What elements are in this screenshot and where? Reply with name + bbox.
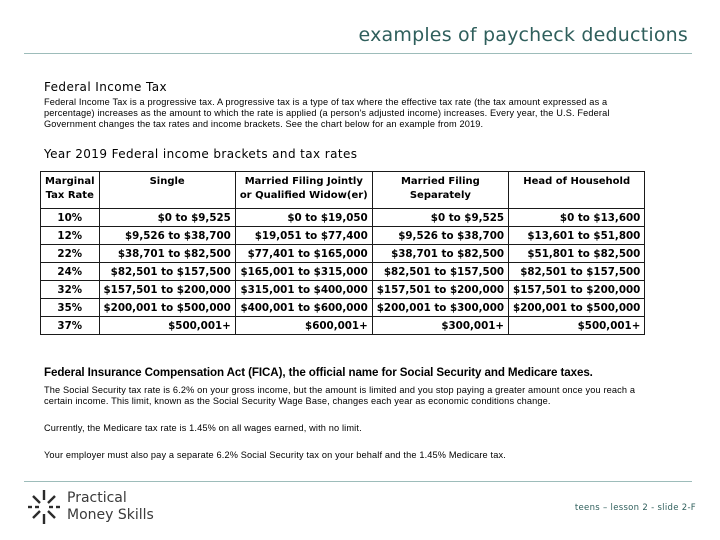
header-marginal-rate: Marginal Tax Rate [41, 172, 100, 209]
cell-married-separately: $0 to $9,525 [372, 209, 508, 227]
cell-married-separately: $82,501 to $157,500 [372, 263, 508, 281]
cell-single: $200,001 to $500,000 [99, 299, 235, 317]
table-header-row [41, 172, 645, 209]
cell-head-of-household: $157,501 to $200,000 [509, 281, 645, 299]
table-row [41, 245, 645, 263]
cell-rate: 35% [41, 299, 100, 317]
cell-head-of-household: $13,601 to $51,800 [509, 227, 645, 245]
header-married-jointly: Married Filing Jointly or Qualified Widow(er) [235, 172, 372, 209]
cell-single: $0 to $9,525 [99, 209, 235, 227]
table-row [41, 299, 645, 317]
cell-married-separately: $157,501 to $200,000 [372, 281, 508, 299]
header-married-separately: Married Filing Separately [372, 172, 508, 209]
table-row [41, 263, 645, 281]
tax-brackets-table [40, 171, 645, 335]
cell-married-separately: $200,001 to $300,000 [372, 299, 508, 317]
cell-head-of-household: $0 to $13,600 [509, 209, 645, 227]
footer-divider [24, 481, 692, 482]
income-tax-heading: Federal Income Tax [44, 80, 168, 94]
cell-rate: 10% [41, 209, 100, 227]
cell-single: $38,701 to $82,500 [99, 245, 235, 263]
cell-married-jointly: $0 to $19,050 [235, 209, 372, 227]
cell-head-of-household: $51,801 to $82,500 [509, 245, 645, 263]
cell-married-jointly: $315,001 to $400,000 [235, 281, 372, 299]
cell-married-jointly: $600,001+ [235, 317, 372, 335]
cell-married-separately: $9,526 to $38,700 [372, 227, 508, 245]
cell-single: $9,526 to $38,700 [99, 227, 235, 245]
cell-head-of-household: $82,501 to $157,500 [509, 263, 645, 281]
cell-married-jointly: $400,001 to $600,000 [235, 299, 372, 317]
income-tax-body: Federal Income Tax is a progressive tax. A progressive tax is a type of tax where the effective tax rate (the tax amount expressed as a percentage) increases as the amount to which the rate is applied (a person's adjusted income) increases. Every year, the U.S. Federal Government changes the tax rates and income brackets. See the chart below for an example from 2019. [44, 97, 610, 129]
brand-line-1: Practical [67, 490, 127, 506]
slide-label: teens – lesson 2 - slide 2-F [574, 503, 696, 513]
starburst-logo-icon [26, 488, 62, 526]
cell-single: $82,501 to $157,500 [99, 263, 235, 281]
table-row [41, 227, 645, 245]
brand-line-2: Money Skills [67, 507, 154, 523]
slide-title: examples of paycheck deductions [358, 24, 688, 46]
table-row [41, 281, 645, 299]
table-row [41, 317, 645, 335]
cell-married-jointly: $19,051 to $77,400 [235, 227, 372, 245]
cell-single: $157,501 to $200,000 [99, 281, 235, 299]
fica-para-employer: Your employer must also pay a separate 6.2% Social Security tax on your behalf and the 1.45% Medicare tax. [44, 450, 506, 460]
cell-rate: 37% [41, 317, 100, 335]
table-row [41, 209, 645, 227]
cell-rate: 22% [41, 245, 100, 263]
cell-married-separately: $38,701 to $82,500 [372, 245, 508, 263]
header-head-of-household: Head of Household [509, 172, 645, 209]
header-single: Single [99, 172, 235, 209]
cell-head-of-household: $200,001 to $500,000 [509, 299, 645, 317]
cell-head-of-household: $500,001+ [509, 317, 645, 335]
cell-rate: 12% [41, 227, 100, 245]
cell-rate: 24% [41, 263, 100, 281]
header-divider [24, 53, 692, 54]
cell-married-separately: $300,001+ [372, 317, 508, 335]
fica-heading: Federal Insurance Compensation Act (FICA), the official name for Social Security and Medicare taxes. [44, 366, 593, 379]
cell-single: $500,001+ [99, 317, 235, 335]
brackets-heading: Year 2019 Federal income brackets and tax rates [44, 147, 358, 161]
cell-married-jointly: $165,001 to $315,000 [235, 263, 372, 281]
fica-para-social-security: The Social Security tax rate is 6.2% on your gross income, but the amount is limited and you stop paying a greater amount once you reach a certain income. This limit, known as the Social Security Wage Base, changes each year as economic conditions change. [44, 385, 636, 406]
cell-married-jointly: $77,401 to $165,000 [235, 245, 372, 263]
brand-logo-text [67, 490, 154, 524]
cell-rate: 32% [41, 281, 100, 299]
fica-para-medicare: Currently, the Medicare tax rate is 1.45% on all wages earned, with no limit. [44, 423, 362, 433]
